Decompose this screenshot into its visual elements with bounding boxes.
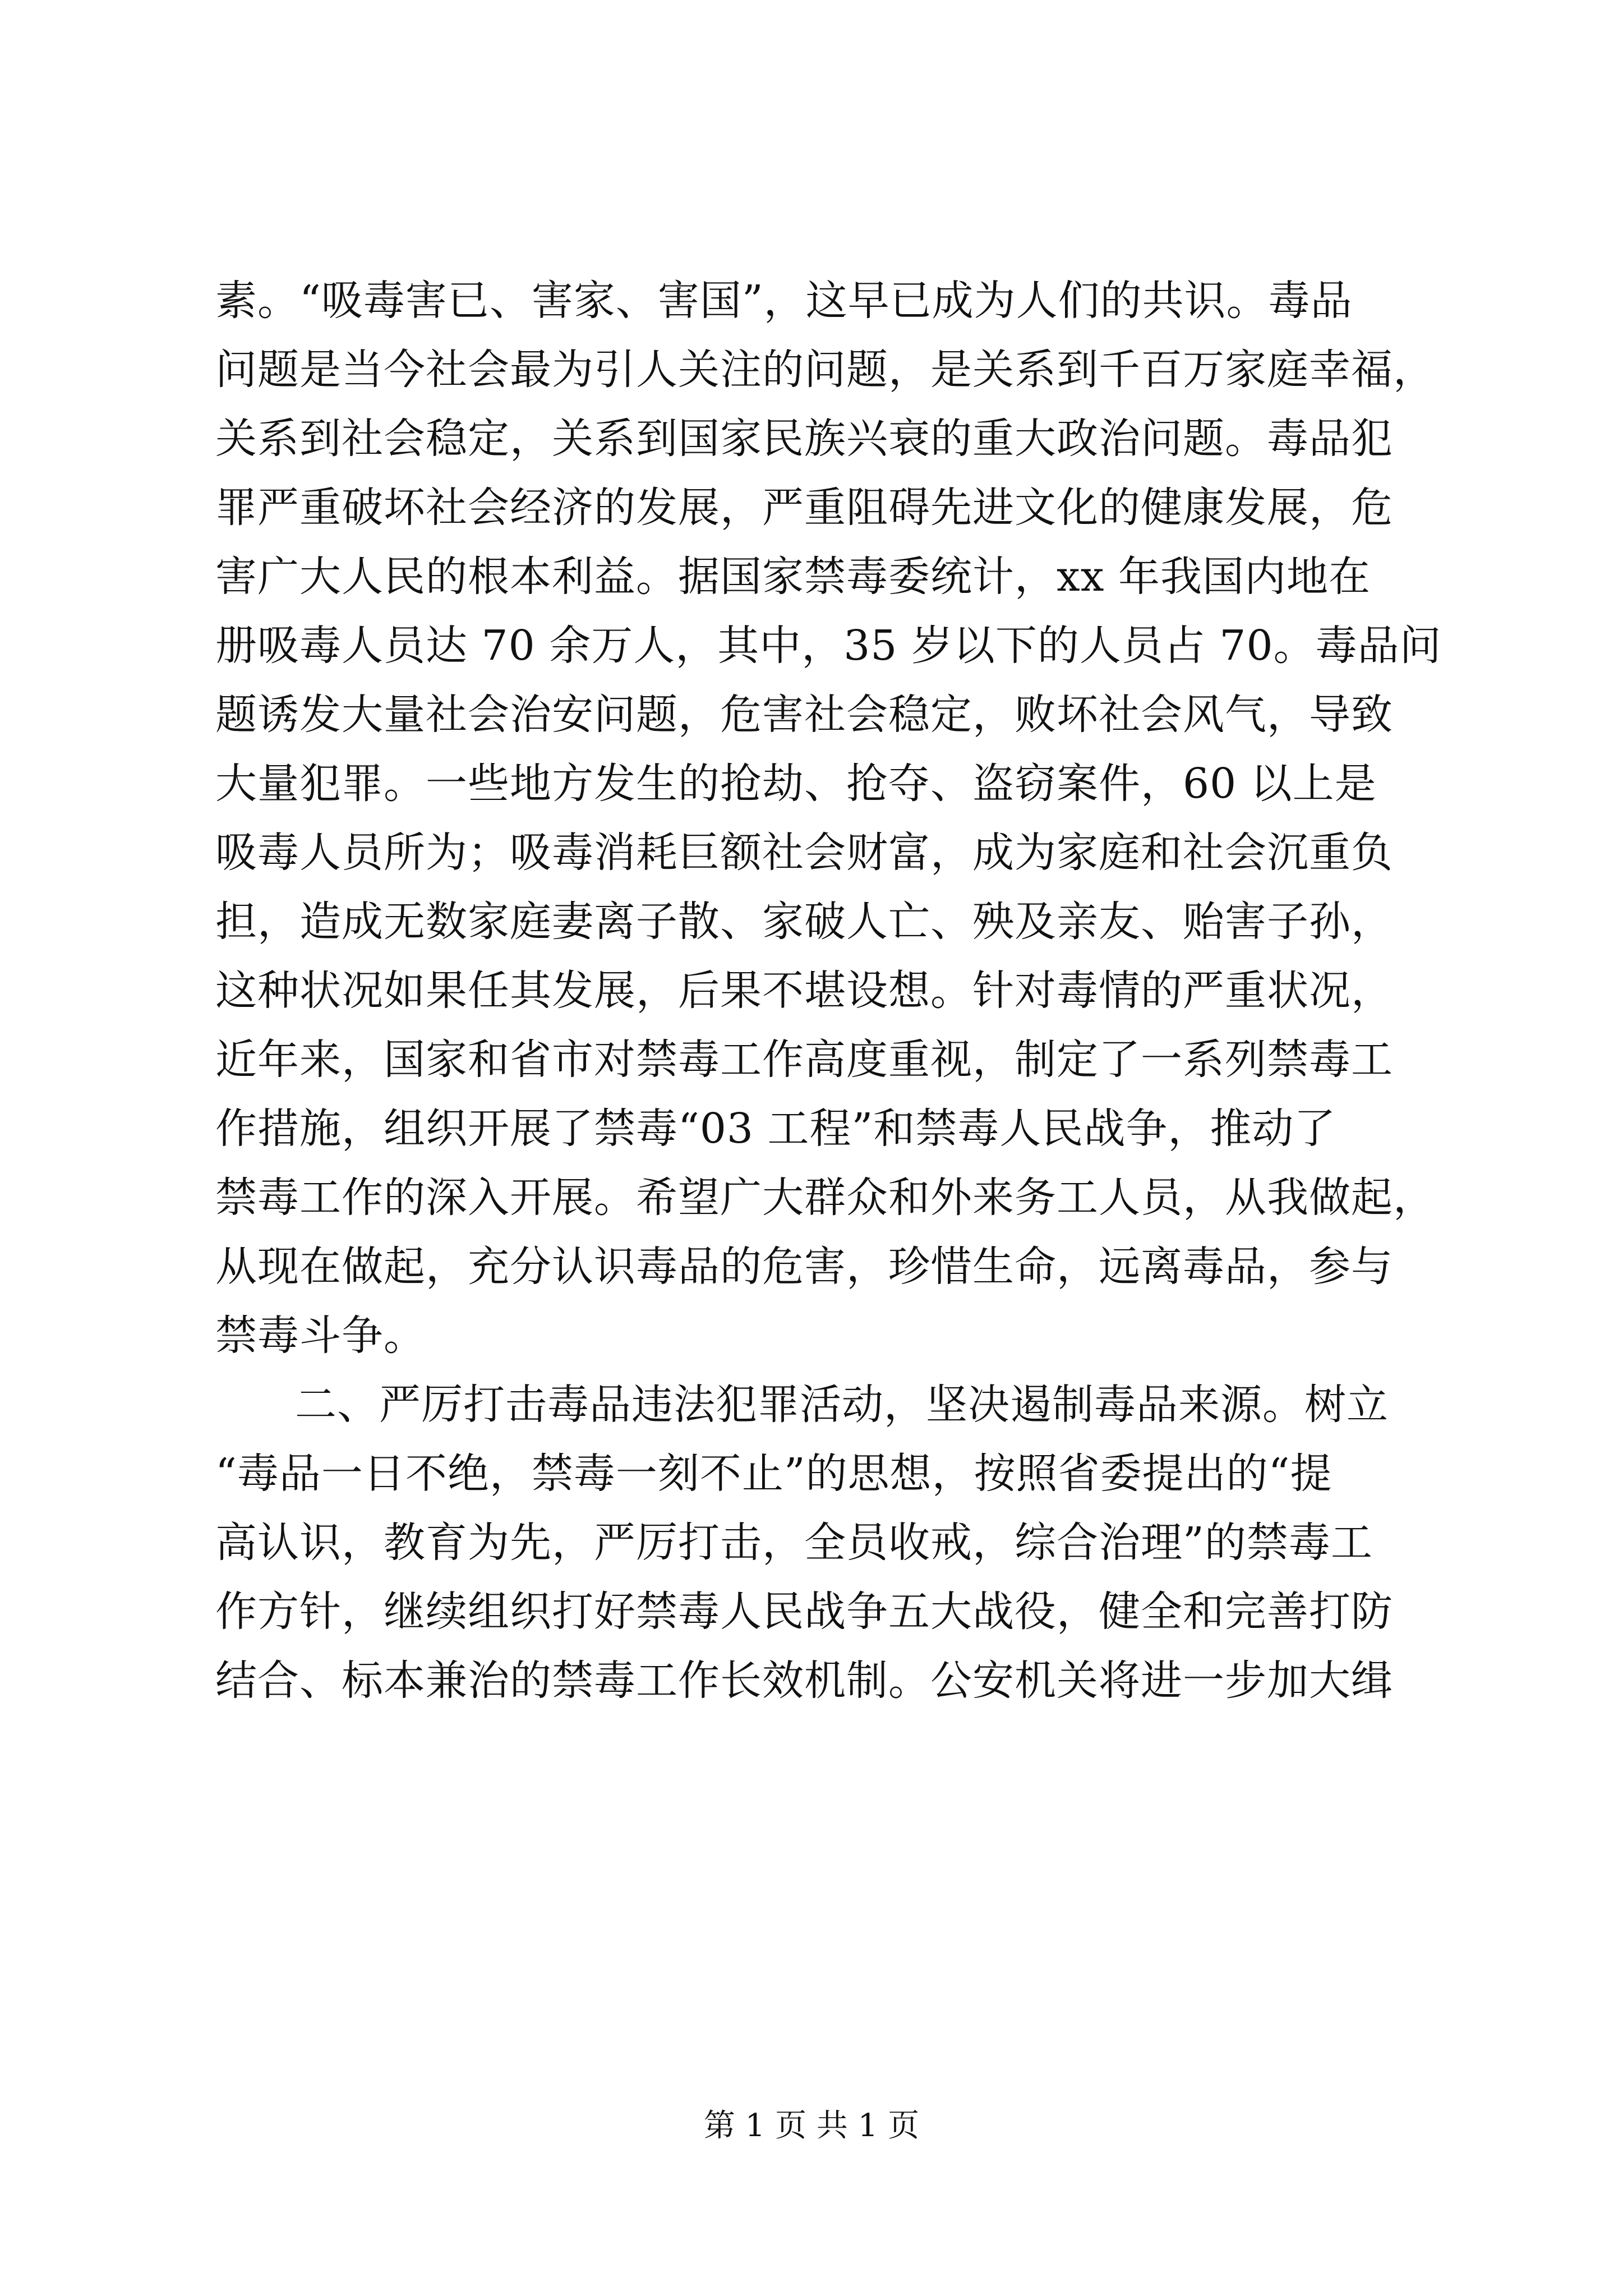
text-line: 作措施，组织开展了禁毒“03 工程”和禁毒人民战争，推动了 — [215, 1105, 1336, 1153]
text-line: 从现在做起，充分认识毒品的危害，珍惜生命，远离毒品，参与 — [215, 1243, 1393, 1291]
text-line: 结合、标本兼治的禁毒工作长效机制。公安机关将进一步加大缉 — [215, 1657, 1393, 1705]
text-line: 素。“吸毒害已、害家、害国”，这早已成为人们的共识。毒品 — [215, 277, 1353, 325]
text-line: 题诱发大量社会治安问题，危害社会稳定，败坏社会风气，导致 — [215, 691, 1393, 739]
text-line: 问题是当今社会最为引人关注的问题，是关系到千百万家庭幸福， — [215, 346, 1435, 394]
text-line: 作方针，继续组织打好禁毒人民战争五大战役，健全和完善打防 — [215, 1588, 1393, 1636]
text-line: 吸毒人员所为；吸毒消耗巨额社会财富，成为家庭和社会沉重负 — [215, 829, 1393, 877]
text-line: 罪严重破坏社会经济的发展，严重阻碍先进文化的健康发展，危 — [215, 484, 1393, 532]
paragraph-start-line: 二、严厉打击毒品违法犯罪活动，坚决遏制毒品来源。树立 — [295, 1381, 1389, 1429]
text-line: 担，造成无数家庭妻离子散、家破人亡、殃及亲友、贻害子孙， — [215, 898, 1393, 946]
text-line: 害广大人民的根本利益。据国家禁毒委统计，xx 年我国内地在 — [215, 553, 1371, 601]
text-line: 禁毒工作的深入开展。希望广大群众和外来务工人员，从我做起， — [215, 1174, 1435, 1222]
body-text — [215, 266, 1442, 1715]
page-footer: 第 1 页 共 1 页 — [703, 2108, 920, 2144]
text-line: 这种状况如果任其发展，后果不堪设想。针对毒情的严重状况， — [215, 967, 1393, 1015]
text-line: “毒品一日不绝，禁毒一刻不止”的思想，按照省委提出的“提 — [215, 1450, 1332, 1498]
text-line: 关系到社会稳定，关系到国家民族兴衰的重大政治问题。毒品犯 — [215, 415, 1393, 463]
text-line: 近年来，国家和省市对禁毒工作高度重视，制定了一系列禁毒工 — [215, 1036, 1393, 1084]
text-line: 大量犯罪。一些地方发生的抢劫、抢夺、盗窃案件，60 以上是 — [215, 760, 1377, 808]
text-line: 禁毒斗争。 — [215, 1312, 426, 1360]
text-line: 高认识，教育为先，严厉打击，全员收戒，综合治理”的禁毒工 — [215, 1519, 1373, 1567]
text-line: 册吸毒人员达 70 余万人，其中，35 岁以下的人员占 70。毒品问 — [215, 622, 1442, 670]
